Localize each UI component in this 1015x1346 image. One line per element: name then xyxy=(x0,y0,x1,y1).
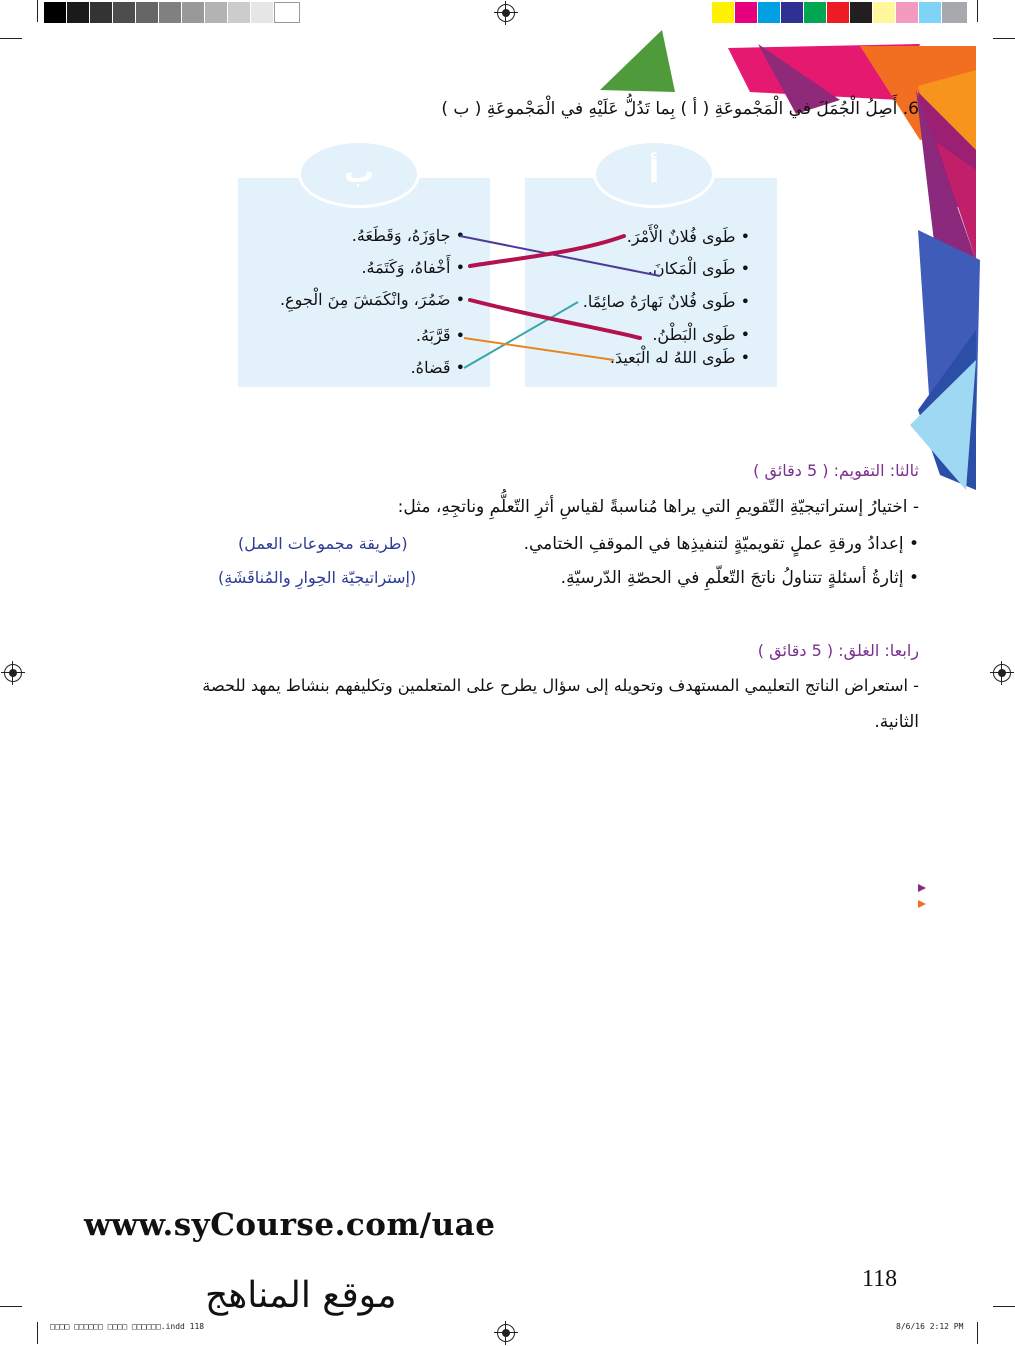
evaluation-item: • إثارةُ أسئلةٍ تتناولُ ناتجَ التّعلّمِ في الحصّةِ الدّرسيّةِ. xyxy=(560,568,919,588)
evaluation-intro: - اختيارُ إستراتيجيّةِ التّقويمِ التي يراها مُناسبةً لقياسِ أثرِ التّعلُّمِ وناتجِهِ، مثل: xyxy=(397,497,919,517)
group-a-item: • طَوى اللهُ له الْبَعيدَ. xyxy=(609,348,750,367)
crop-mark xyxy=(37,1322,38,1344)
crop-mark xyxy=(0,1306,22,1307)
group-b-badge: ب xyxy=(298,140,420,208)
crop-mark xyxy=(993,1306,1015,1307)
evaluation-strategy: (إستراتيجيّة الحِوارِ والمُناقَشَةِ) xyxy=(218,568,417,587)
group-b-item: • قَرَّبَهُ. xyxy=(415,326,465,345)
group-a-item: • طَوى فُلانٌ الْأَمْرَ. xyxy=(626,227,750,246)
group-b-item: • أَخْفاهُ، وَكَتَمَهُ. xyxy=(361,258,465,277)
evaluation-item: • إعدادُ ورقةِ عملٍ تقويميّةٍ لتنفيذِها في الموقفِ الختامي. xyxy=(523,534,919,554)
crop-mark xyxy=(977,1322,978,1344)
match-line-1 xyxy=(460,236,660,276)
group-b-item: • جاوَزَهُ، وَقَطَعَهُ. xyxy=(351,226,465,245)
group-b-item: • ضَمُرَ، وانْكَمَشَ مِنَ الْجوعِ. xyxy=(279,290,465,309)
match-line-4 xyxy=(470,300,640,338)
slug-date: 8/6/16 2:12 PM xyxy=(896,1322,964,1331)
group-a-badge: أ xyxy=(593,140,715,208)
closing-heading: رابعا: الغلق: ( 5 دقائق ) xyxy=(757,641,919,660)
slug-file: □□□□ □□□□□□ □□□□ □□□□□□.indd 118 xyxy=(50,1322,205,1331)
site-url[interactable]: www.syCourse.com/uae xyxy=(84,1207,496,1243)
registration-mark-icon xyxy=(497,1324,515,1342)
group-a-item: • طَوى الْمَكانَ. xyxy=(647,259,750,278)
group-a-item: • طَوى فُلانٌ نَهارَهُ صائِمًا. xyxy=(582,292,750,311)
group-a-item: • طَوى الْبَطْنُ. xyxy=(652,325,750,344)
match-line-5 xyxy=(464,338,614,360)
closing-line-2: الثانية. xyxy=(874,712,919,732)
group-b-item: • قَضاهُ. xyxy=(410,358,465,377)
question-title: 6. أَصِلُ الْجُمَلَ في الْمَجْموعَةِ ( أ ) بِما تَدُلُّ عَلَيْهِ في الْمَجْموعَةِ ( ب ) xyxy=(441,99,919,119)
evaluation-heading: ثالثا: التقويم: ( 5 دقائق ) xyxy=(753,461,919,480)
registration-mark-icon xyxy=(4,664,22,682)
page-number: 118 xyxy=(862,1266,898,1292)
evaluation-strategy: (طريقة مجموعات العمل) xyxy=(238,534,408,553)
match-line-2 xyxy=(470,236,624,266)
matching-lines xyxy=(0,0,1015,420)
registration-mark-icon xyxy=(993,664,1011,682)
closing-line-1: - استعراض الناتج التعليمي المستهدف وتحويله إلى سؤال يطرح على المتعلمين وتكليفهم بنشاط يمهد للحصة xyxy=(202,676,919,695)
site-name: موقع المناهج xyxy=(205,1275,397,1316)
side-arrow-icon xyxy=(916,884,928,910)
